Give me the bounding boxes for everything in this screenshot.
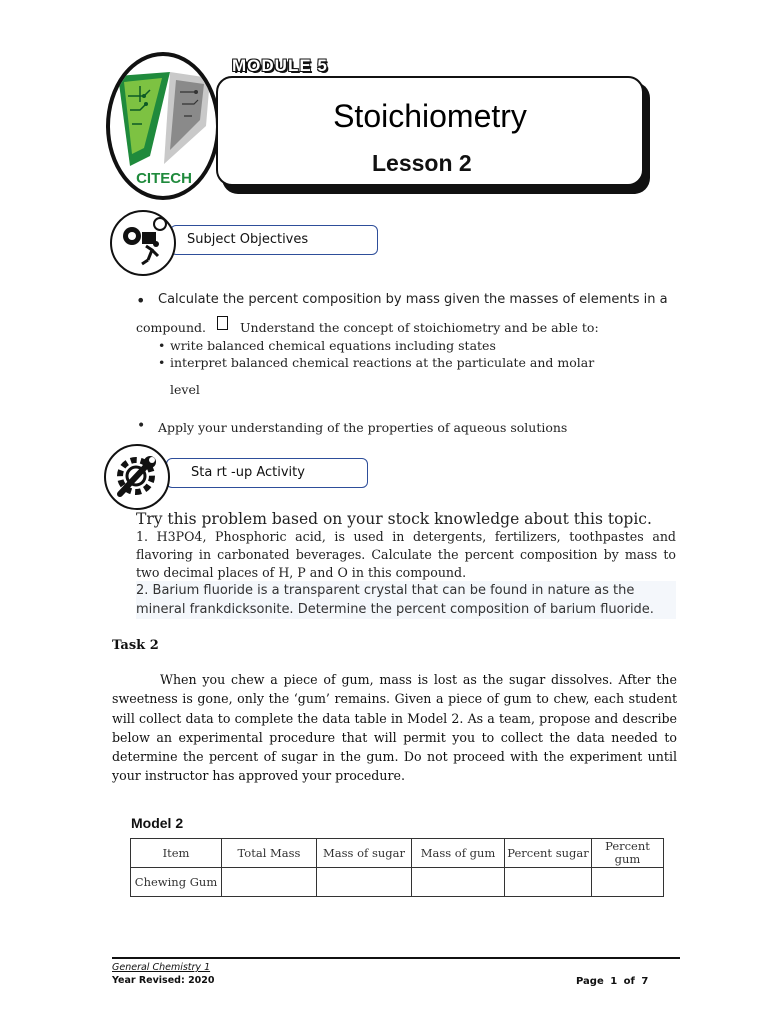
model-table (130, 838, 664, 897)
objectives-icon (110, 210, 176, 276)
column-header: Mass of gum (412, 839, 505, 868)
column-header: Mass of sugar (317, 839, 412, 868)
column-header: Total Mass (222, 839, 317, 868)
objective-3: Apply your understanding of the properties of aqueous solutions (158, 420, 568, 435)
lesson-label: Lesson 2 (372, 150, 472, 176)
column-header: Percent gum (592, 839, 664, 868)
startup-heading-text: Sta rt -up Activity (191, 465, 305, 480)
bullet-dot: • (136, 291, 146, 310)
table-cell[interactable] (505, 868, 592, 897)
page-title: Stoichiometry (333, 98, 527, 134)
checkbox-glyph-icon (217, 316, 228, 330)
bullet-dot: • (137, 418, 146, 434)
sub-objective-2: interpret balanced chemical reactions at the particulate and molar (170, 355, 595, 370)
table-cell[interactable] (317, 868, 412, 897)
footer-course: General Chemistry 1 (112, 962, 211, 973)
footer-year: Year Revised: 2020 (112, 975, 215, 986)
table-cell[interactable] (222, 868, 317, 897)
table-cell[interactable] (592, 868, 664, 897)
sub-objective-bullet: • (158, 355, 166, 370)
table-cell-item: Chewing Gum (131, 868, 222, 897)
column-header: Item (131, 839, 222, 868)
citech-logo (106, 52, 220, 200)
task-paragraph: When you chew a piece of gum, mass is lost as the sugar dissolves. After the sweetness is gone, only the ‘gum’ remains. Given a piece of gum to chew, each student will collect data to complete the data table in Model 2. As a team, propose and describe below an experimental procedure that will permit you to collect the data needed to determine the percent of sugar in the gum. Do not proceed with the experiment until your instructor has approved your procedure. (112, 672, 677, 784)
column-header: Percent sugar (505, 839, 592, 868)
startup-intro: Try this problem based on your stock knowledge about this topic. (136, 510, 652, 528)
objectives-heading-text: Subject Objectives (187, 232, 309, 247)
footer-page-number: Page 1 of 7 (576, 976, 649, 987)
objectives-heading (170, 225, 378, 255)
footer-divider (112, 957, 680, 959)
objective-2: Understand the concept of stoichiometry and be able to: (240, 320, 599, 335)
sub-objective-bullet: • (158, 338, 166, 353)
gear-wrench-icon (104, 444, 170, 510)
objective-1: Calculate the percent composition by mass given the masses of elements in a (158, 292, 668, 307)
problem-2: 2. Barium fluoride is a transparent crystal that can be found in nature as the mineral frankdicksonite. Determine the percent composition of barium fluoride. (136, 581, 676, 619)
startup-heading (166, 458, 368, 488)
sub-objective-1: write balanced chemical equations including states (170, 338, 496, 353)
logo-text: CITECH (136, 170, 192, 187)
sub-objective-2-cont: level (170, 382, 200, 397)
objective-2-prefix: compound. (136, 320, 206, 335)
task-heading: Task 2 (112, 638, 159, 653)
table-header-row (131, 839, 664, 868)
table-row (131, 868, 664, 897)
table-cell[interactable] (412, 868, 505, 897)
module-label: MODULE 5 (232, 56, 328, 75)
problem-1: 1. H3PO4, Phosphoric acid, is used in detergents, fertilizers, toothpastes and flavoring in carbonated beverages. Calculate the percent composition by mass to two decimal places of H, P and O in this compound. (136, 529, 676, 580)
model-heading: Model 2 (131, 815, 184, 831)
